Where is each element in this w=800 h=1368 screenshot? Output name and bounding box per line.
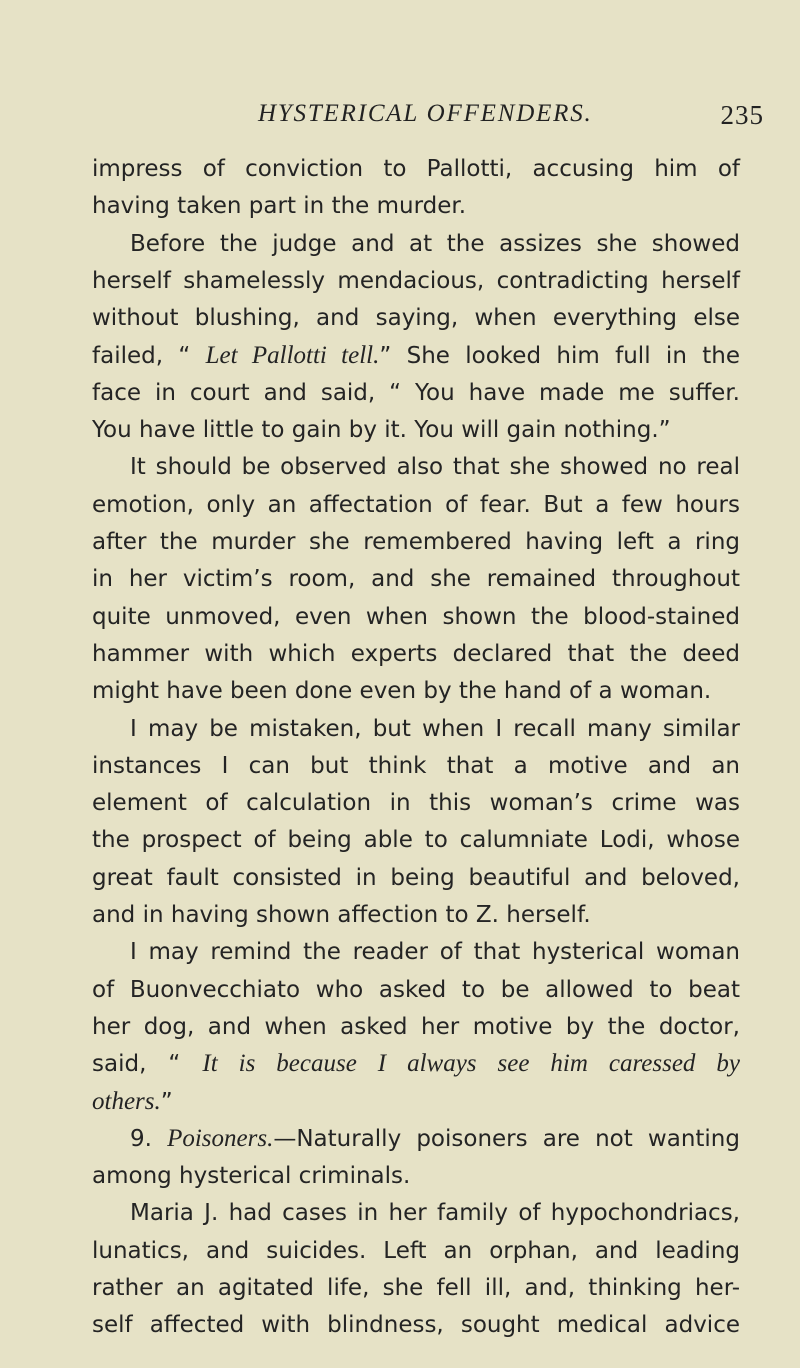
running-title: HYSTERICAL OFFENDERS. [258,100,593,127]
text-line [130,933,740,971]
text-line [92,150,740,188]
text-line [92,598,740,636]
text-line [130,1120,740,1158]
text-line [92,971,740,1009]
page-number: 235 [720,100,764,130]
italic-text: Poisoners. [167,1124,274,1152]
running-head [0,100,800,140]
italic-text: Let Pallotti tell. [205,341,380,369]
text-span: lunatics, and suicides. Left an orphan, and leading [92,1237,740,1264]
text-line [92,747,740,785]
text-span: quite unmoved, even when shown the blood-stained [92,603,740,630]
text-line [92,187,740,225]
text-span: Maria J. had cases in her family of hypochondriacs, [130,1200,740,1227]
text-span: You have little to gain by it. You will gain nothing.” [92,417,671,444]
text-line [130,225,740,263]
text-line [92,523,740,561]
text-line [92,1269,740,1307]
text-span: might have been done even by the hand of a woman. [92,678,712,705]
italic-text: others. [92,1087,161,1115]
text-line [92,1045,740,1083]
text-line [92,1232,740,1270]
text-line [92,262,740,300]
text-line [92,1083,740,1121]
text-span: herself shamelessly mendacious, contradicting herself [92,267,740,294]
text-span: I may remind the reader of that hysterical woman [130,939,740,966]
text-line [130,710,740,748]
text-span: 9. [130,1125,168,1152]
text-span: said, “ [92,1051,203,1078]
text-span: among hysterical criminals. [92,1163,411,1190]
text-line [92,1008,740,1046]
text-span: Before the judge and at the assizes she showed [130,230,740,257]
text-span: her dog, and when asked her motive by the doctor, [92,1013,740,1040]
text-span: emotion, only an affectation of fear. But a few hours [92,491,740,518]
text-line [92,784,740,822]
text-line [92,672,740,710]
text-span: of Buonvecchiato who asked to be allowed to beat [92,976,740,1003]
text-span: self affected with blindness, sought medical advice [92,1312,740,1339]
text-span: in her victim’s room, and she remained throughout [92,566,740,593]
text-span: impress of conviction to Pallotti, accusing him of [92,156,740,182]
text-span: It should be observed also that she showed no real [130,454,740,481]
text-line [92,821,740,859]
text-span: ” [160,1088,173,1115]
text-line [92,896,740,934]
italic-text: It is because I always see him caressed by [202,1050,740,1078]
text-line [92,411,740,449]
text-span: —Naturally poisoners are not wanting [273,1125,740,1152]
text-line [92,374,740,412]
text-span: and in having shown affection to Z. herself. [92,902,591,928]
text-line [92,1157,740,1195]
text-span: face in court and said, “ You have made me suffer. [92,379,740,406]
text-line [92,337,740,375]
text-span: the prospect of being able to calumniate Lodi, whose [92,827,740,854]
text-line [92,1306,740,1344]
text-line [92,486,740,524]
text-line [92,560,740,598]
text-line [130,1194,740,1232]
text-span: great fault consisted in being beautiful and beloved, [92,864,740,891]
text-line [92,299,740,337]
text-span: rather an agitated life, she fell ill, and, thinking her- [92,1275,740,1301]
text-span: failed, “ [92,342,206,369]
text-line [130,448,740,486]
text-span: element of calculation in this woman’s crime was [92,790,740,817]
text-span: without blushing, and saying, when everything else [92,305,740,332]
text-span: I may be mistaken, but when I recall many similar [130,715,740,742]
text-span: instances I can but think that a motive and an [92,752,740,779]
text-span: hammer with which experts declared that the deed [92,640,740,667]
text-span: after the murder she remembered having left a ring [92,529,740,555]
text-line [92,859,740,897]
text-span: ” She looked him full in the [379,342,740,369]
text-span: having taken part in the murder. [92,193,467,220]
text-line [92,635,740,673]
